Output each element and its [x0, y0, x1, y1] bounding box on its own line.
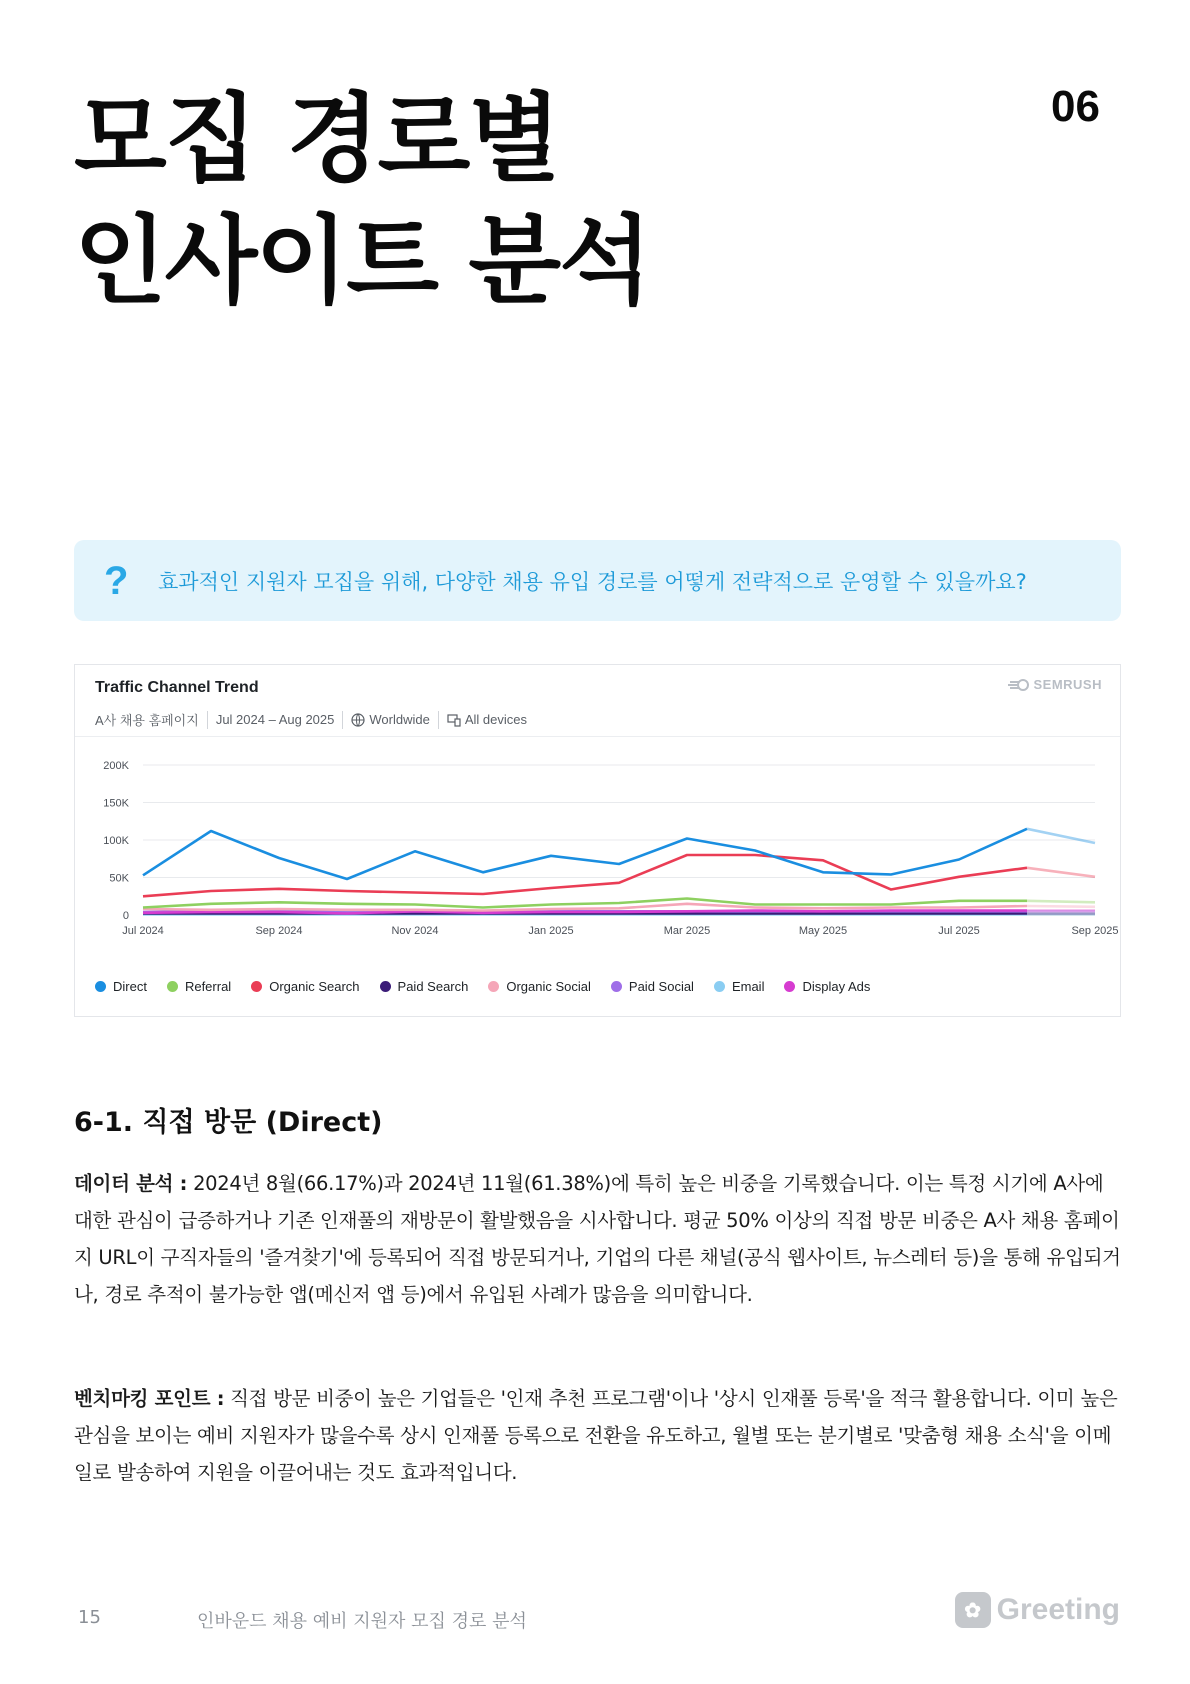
- region-label: Worldwide: [369, 712, 430, 727]
- chart-title: Traffic Channel Trend: [95, 679, 259, 696]
- chart-header: [75, 665, 1120, 737]
- data-analysis-label: 데이터 분석 :: [74, 1172, 188, 1195]
- legend-label: Paid Social: [628, 979, 694, 994]
- legend-label: Organic Social: [506, 979, 591, 994]
- benchmark-paragraph: [74, 1380, 1124, 1491]
- legend-label: Paid Search: [397, 979, 469, 994]
- legend-dot-icon: [488, 981, 499, 992]
- x-tick-label: Jul 2025: [938, 925, 980, 937]
- legend-dot-icon: [784, 981, 795, 992]
- series-projection-organic-search: [1027, 868, 1095, 877]
- footer-doc-title: 인바운드 채용 예비 지원자 모집 경로 분석: [197, 1611, 527, 1632]
- x-tick-label: Sep 2024: [255, 925, 303, 937]
- legend-dot-icon: [714, 981, 725, 992]
- x-tick-label: Sep 2025: [1071, 925, 1119, 937]
- chart-legend: [95, 979, 870, 994]
- greeting-flower-icon: ✿: [955, 1592, 991, 1628]
- y-tick-label: 100K: [103, 835, 129, 847]
- legend-item[interactable]: [95, 979, 147, 994]
- legend-label: Email: [731, 979, 765, 994]
- page-title: [74, 78, 974, 322]
- site-label: A사 채용 홈페이지: [95, 713, 199, 728]
- y-tick-label: 50K: [109, 872, 129, 885]
- data-analysis-text: 2024년 8월(66.17%)과 2024년 11월(61.38%)에 특히 높은 비중을 기록했습니다. 이는 특정 시기에 A사에 대한 관심이 급증하거나 기존 인재풀의 재방문이 활발했음을 시사합니다. 평균 50% 이상의 직접 방문 비중은 A사 채용 홈페이지 URL이 구직자들의 '즐겨찾기'에 등록되어 직접 방문되거나, 기업의 다른 채널(공식 웹사이트, 뉴스레터 등)을 통해 유입되거나, 경로 추적이 불가능한 앱(메신저 앱 등)에서 유입된 사례가 많음을 의미합니다.: [74, 1172, 1121, 1306]
- greeting-logo: [955, 1592, 1120, 1628]
- benchmark-text: 직접 방문 비중이 높은 기업들은 '인재 추천 프로그램'이나 '상시 인재풀 등록'을 적극 활용합니다. 이미 높은 관심을 보이는 예비 지원자가 많을수록 상시 인재풀 등록으로 전환을 유도하고, 월별 또는 분기별로 '맞춤형 채용 소식'을 이메일로 발송하여 지원을 이끌어내는 것도 효과적입니다.: [74, 1387, 1118, 1484]
- greeting-wordmark: Greeting: [996, 1593, 1120, 1626]
- semrush-wordmark: SEMRUSH: [1033, 677, 1102, 692]
- region-filter: [351, 712, 429, 727]
- legend-item[interactable]: [380, 979, 469, 994]
- series-projection-referral: [1027, 901, 1095, 903]
- data-analysis-paragraph: [74, 1165, 1124, 1313]
- legend-label: Direct: [113, 979, 147, 994]
- series-projection-organic-social: [1027, 906, 1095, 907]
- question-text: 효과적인 지원자 모집을 위해, 다양한 채용 유입 경로를 어떻게 전략적으로 운영할 수 있을까요?: [158, 569, 1027, 594]
- y-tick-label: 0: [122, 910, 129, 922]
- legend-label: Referral: [184, 979, 232, 994]
- x-tick-label: May 2025: [798, 925, 848, 937]
- y-tick-label: 200K: [103, 760, 129, 772]
- section-number: 06: [1051, 82, 1100, 131]
- x-tick-label: Jul 2024: [122, 925, 164, 937]
- question-mark-icon: ?: [104, 558, 129, 603]
- series-projection-direct: [1027, 829, 1095, 843]
- traffic-chart-card: [74, 664, 1121, 1017]
- legend-item[interactable]: [167, 979, 231, 994]
- question-callout: [74, 540, 1121, 621]
- series-line-direct: [143, 829, 1027, 879]
- legend-dot-icon: [167, 981, 178, 992]
- x-tick-label: Nov 2024: [391, 925, 439, 937]
- x-tick-label: Mar 2025: [663, 925, 711, 937]
- legend-dot-icon: [380, 981, 391, 992]
- semrush-flame-icon: [1007, 679, 1029, 691]
- date-range: Jul 2024 – Aug 2025: [215, 712, 335, 727]
- legend-item[interactable]: [488, 979, 591, 994]
- legend-dot-icon: [251, 981, 262, 992]
- benchmark-label: 벤치마킹 포인트 :: [74, 1387, 225, 1410]
- device-filter: [447, 712, 527, 727]
- series-line-referral: [143, 899, 1027, 908]
- legend-label: Organic Search: [269, 979, 360, 994]
- chart-filters: [95, 710, 527, 729]
- section-heading: 6-1. 직접 방문 (Direct): [74, 1107, 383, 1138]
- divider: [342, 711, 343, 729]
- traffic-line-chart: [75, 745, 1120, 970]
- y-tick-label: 150K: [103, 797, 129, 810]
- devices-label: All devices: [464, 712, 527, 727]
- legend-item[interactable]: [784, 979, 870, 994]
- legend-item[interactable]: [714, 979, 765, 994]
- page-number: 15: [78, 1607, 101, 1628]
- legend-label: Display Ads: [802, 979, 871, 994]
- legend-dot-icon: [95, 981, 106, 992]
- legend-item[interactable]: [611, 979, 694, 994]
- x-tick-label: Jan 2025: [528, 925, 574, 937]
- legend-dot-icon: [611, 981, 622, 992]
- divider: [438, 711, 439, 729]
- legend-item[interactable]: [251, 979, 359, 994]
- divider: [207, 711, 208, 729]
- page-title-line-2: 인사이트 분석: [74, 205, 650, 317]
- page-title-line-1: 모집 경로별: [74, 83, 560, 195]
- devices-icon: [447, 713, 461, 727]
- globe-icon: [351, 713, 365, 727]
- semrush-logo: [1007, 677, 1102, 692]
